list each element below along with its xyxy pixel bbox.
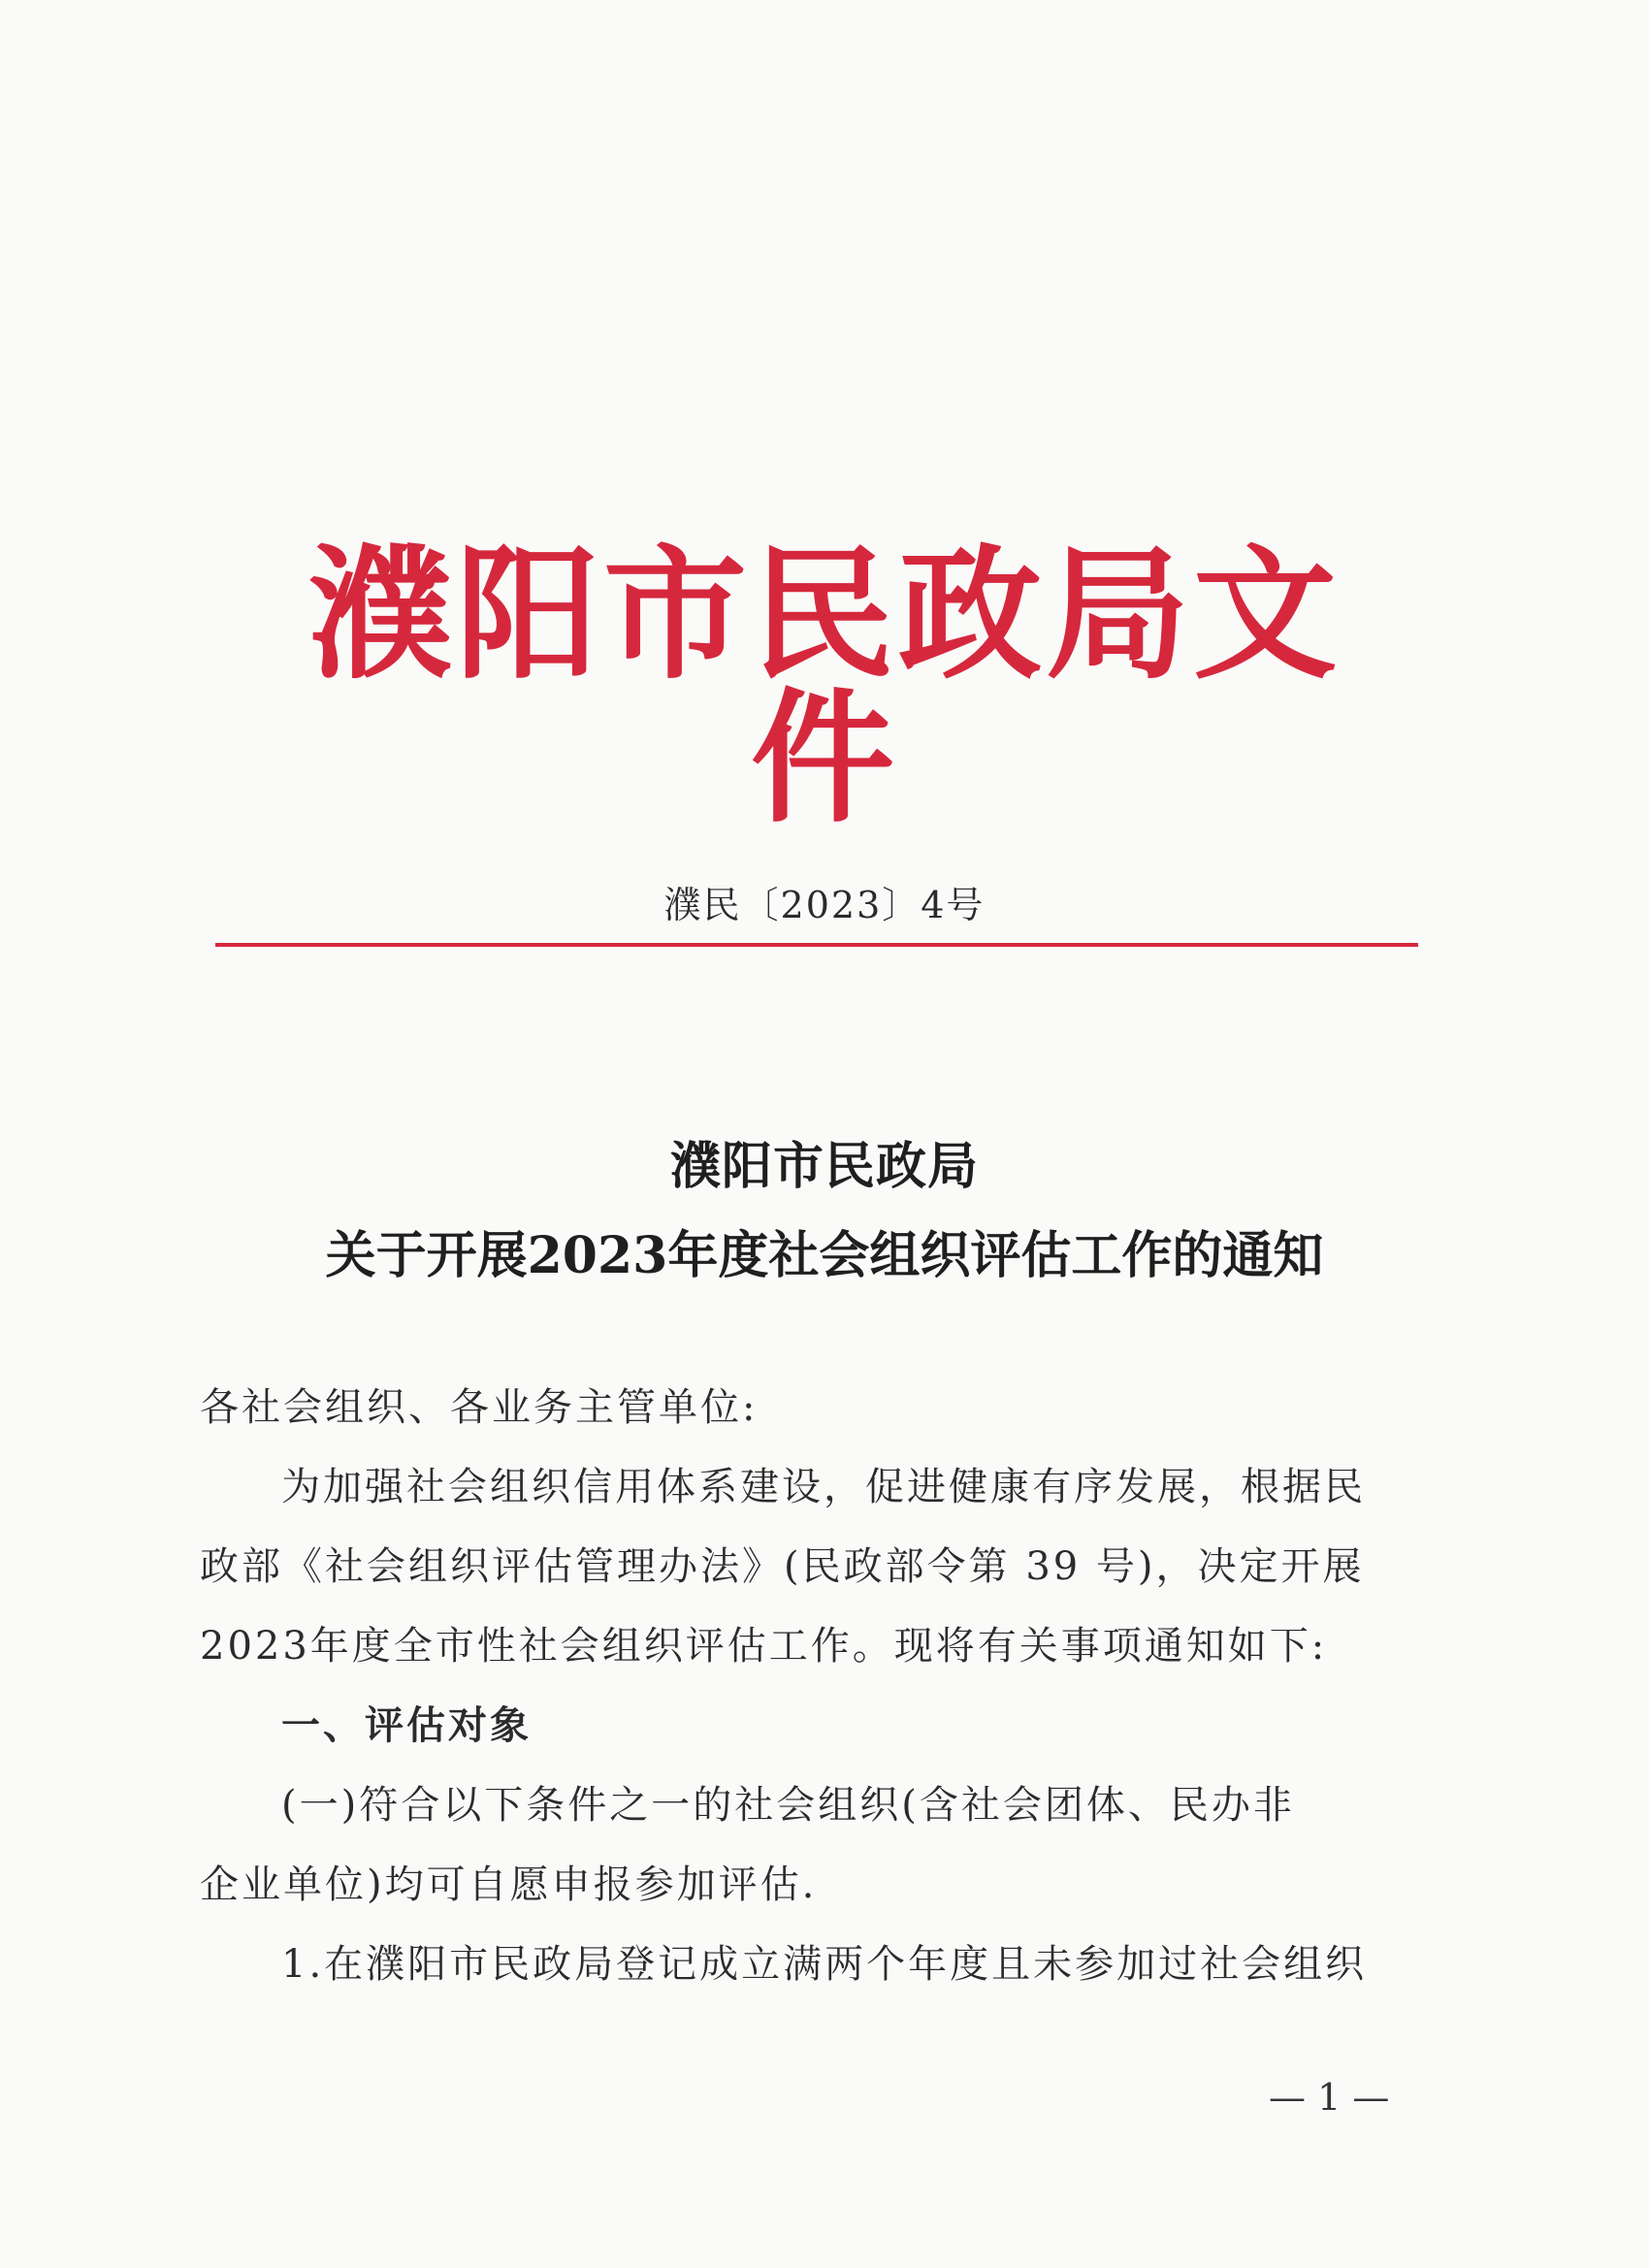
paragraph-intro [200,1447,1403,1686]
paragraph-line: 政部《社会组织评估管理办法》(民政部令第 39 号)，决定开展 [200,1544,1365,1589]
notice-title-line2: 关于开展2023年度社会组织评估工作的通知 [325,1226,1324,1285]
paragraph-line: 为加强社会组织信用体系建设，促进健康有序发展，根据民 [281,1465,1366,1509]
paragraph-line: 1.在濮阳市民政局登记成立满两个年度且未参加过社会组织 [281,1942,1368,1987]
paragraph-line: 2023年度全市性社会组织评估工作。现将有关事项通知如下: [200,1624,1328,1669]
salutation: 各社会组织、各业务主管单位: [200,1385,759,1430]
paragraph-line: 企业单位)均可自愿申报参加评估. [200,1863,818,1907]
paragraph-criteria [200,1766,1403,1925]
red-divider-rule [215,943,1418,947]
page-number: — 1 — [1269,2076,1390,2119]
office-title: 濮阳市民政局文件 [308,532,1341,842]
notice-title-line1: 濮阳市民政局 [669,1137,979,1196]
paragraph-item-1 [200,1925,1403,2004]
document-number: 濮民〔2023〕4号 [663,884,986,926]
paragraph-line: (一)符合以下条件之一的社会组织(含社会团体、民办非 [281,1783,1295,1828]
section-heading: 一、评估对象 [281,1703,532,1748]
